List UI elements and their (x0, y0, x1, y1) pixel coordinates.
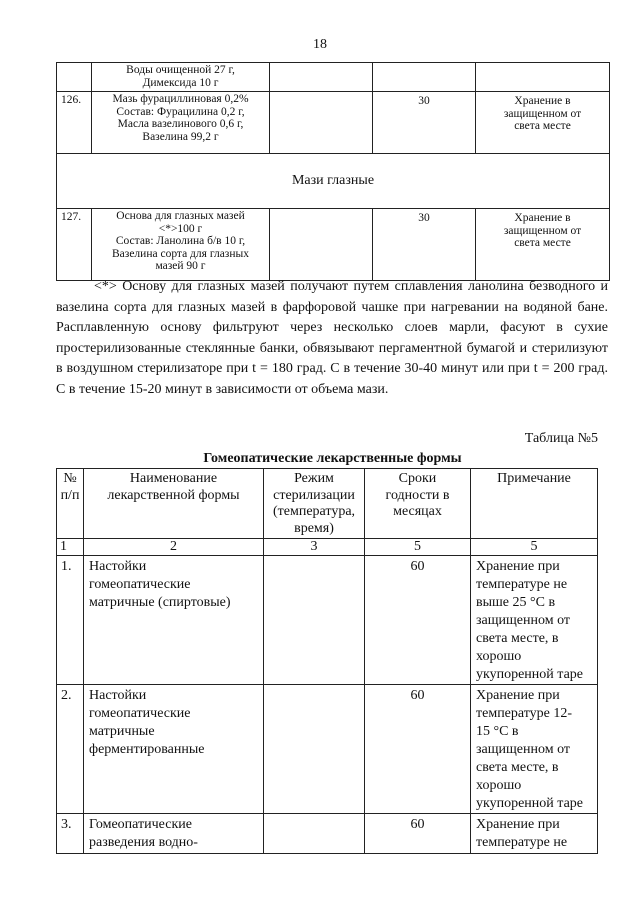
note-cell: Хранение при температуре не выше 25 °С в защищенном от света месте, в хорошо укупоренной таре (471, 556, 598, 685)
header-row (57, 469, 598, 539)
table-caption: Таблица №5 (524, 431, 598, 446)
note-cell: Хранение в защищенном от света месте (476, 92, 610, 154)
medicine-table-top (56, 62, 610, 281)
table-row (57, 685, 598, 814)
header-num: № п/п (57, 469, 84, 539)
header-sterilization: Режим стерилизации (температура, время) (264, 469, 365, 539)
header-name: Наименование лекарственной формы (84, 469, 264, 539)
section-row (57, 154, 610, 209)
index-cell: 1 (57, 539, 84, 556)
table-row (57, 556, 598, 685)
note-cell: Хранение при температуре не (471, 814, 598, 854)
index-cell: 2 (84, 539, 264, 556)
shelf-life-cell: 60 (365, 556, 471, 685)
row-number: 126. (57, 92, 92, 154)
table-row (57, 63, 610, 92)
index-cell: 5 (365, 539, 471, 556)
row-number: 1. (57, 556, 84, 685)
note-cell: Хранение в защищенном от света месте (476, 209, 610, 281)
row-number: 2. (57, 685, 84, 814)
shelf-life-cell: 30 (373, 92, 476, 154)
note-cell: Хранение при температуре 12- 15 °С в защищенном от света месте, в хорошо укупоренной таре (471, 685, 598, 814)
product-name-cell: Настойки гомеопатические матричные (спиртовые) (84, 556, 264, 685)
index-row (57, 539, 598, 556)
product-name-cell: Мазь фурациллиновая 0,2% Состав: Фурацилина 0,2 г, Масла вазелинового 0,6 г, Вазелина 99,2 г (92, 92, 270, 154)
header-shelf-life: Сроки годности в месяцах (365, 469, 471, 539)
table-row (57, 92, 610, 154)
row-number: 127. (57, 209, 92, 281)
index-cell: 5 (471, 539, 598, 556)
product-name-cell: Гомеопатические разведения водно- (84, 814, 264, 854)
row-number: 3. (57, 814, 84, 854)
product-name-cell: Настойки гомеопатические матричные ферментированные (84, 685, 264, 814)
page-number: 18 (313, 37, 327, 52)
table-title: Гомеопатические лекарственные формы (203, 451, 462, 466)
footnote-paragraph: <*> Основу для глазных мазей получают путем сплавления ланолина безводного и вазелина сорта для глазных мазей в фарфоровой чашке при нагревании на водяной бане. Расплавленную основу фильтруют через несколько слоев марли, фасуют в сухие простерилизованные стеклянные банки, обвязывают пергаментной бумагой и стерилизуют в воздушном стерилизаторе при t = 180 град. С в течение 30-40 минут или при t = 200 град. С в течение 15-20 минут в зависимости от объема мази. (56, 279, 608, 397)
shelf-life-cell: 60 (365, 814, 471, 854)
header-note: Примечание (471, 469, 598, 539)
product-name-cell: Воды очищенной 27 г, Димексида 10 г (92, 63, 270, 92)
table-row (57, 209, 610, 281)
homeopathic-forms-table (56, 468, 598, 854)
section-title: Мази глазные (57, 154, 610, 209)
index-cell: 3 (264, 539, 365, 556)
product-name-cell: Основа для глазных мазей <*>100 г Состав: Ланолина б/в 10 г, Вазелина сорта для глазных мазей 90 г (92, 209, 270, 281)
shelf-life-cell: 60 (365, 685, 471, 814)
shelf-life-cell: 30 (373, 209, 476, 281)
table-row (57, 814, 598, 854)
